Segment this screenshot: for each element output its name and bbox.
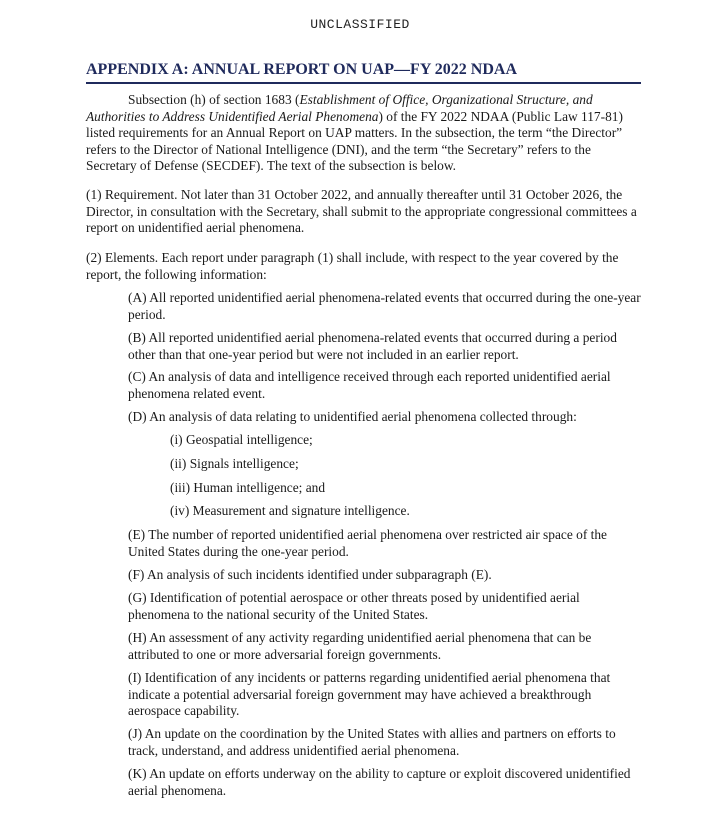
intro-italic-title: Establishment of Office, Organizational Structure, and Authorities to Address Unidentified Aerial Phenomena [86, 92, 593, 124]
intro-text-start: Subsection (h) of section 1683 ( [128, 92, 300, 107]
list-subitem-d-iv: (iv) Measurement and signature intelligence. [170, 503, 410, 518]
list-item-f: (F) An analysis of such incidents identified under subparagraph (E). [128, 567, 492, 582]
intro-paragraph [86, 92, 642, 175]
classification-marking: UNCLASSIFIED [310, 17, 410, 32]
list-item-a: (A) All reported unidentified aerial phenomena-related events that occurred during the one-year period. [128, 290, 641, 322]
list-item-d: (D) An analysis of data relating to unidentified aerial phenomena collected through: [128, 409, 577, 424]
list-item-k: (K) An update on efforts underway on the ability to capture or exploit discovered unidentified aerial phenomena. [128, 766, 631, 798]
list-item-j: (J) An update on the coordination by the United States with allies and partners on efforts to track, understand, and address unidentified aerial phenomena. [128, 726, 616, 758]
list-item-c: (C) An analysis of data and intelligence received through each reported unidentified aerial phenomena related event. [128, 369, 611, 401]
list-subitem-d-ii: (ii) Signals intelligence; [170, 456, 299, 471]
list-item-g: (G) Identification of potential aerospace or other threats posed by unidentified aerial phenomena to the national security of the United States. [128, 590, 580, 622]
elements-paragraph: (2) Elements. Each report under paragraph (1) shall include, with respect to the year covered by the report, the following information: [86, 250, 619, 282]
list-subitem-d-iii: (iii) Human intelligence; and [170, 480, 326, 495]
list-item-i: (I) Identification of any incidents or patterns regarding unidentified aerial phenomena that indicate a potential adversarial foreign government may have achieved a breakthrough aerospace capability. [128, 670, 611, 718]
intro-text-end: ) of the FY 2022 NDAA (Public Law 117-81) listed requirements for an Annual Report on UAP matters. In the subsection, the term “the Director” refers to the Director of National Intelligence (DNI), and the term “the Secretary” refers to the Secretary of Defense (SECDEF). The text of the subsection is below. [86, 108, 623, 173]
list-item-e: (E) The number of reported unidentified aerial phenomena over restricted air space of the United States during the one-year period. [128, 527, 608, 559]
requirement-paragraph: (1) Requirement. Not later than 31 October 2022, and annually thereafter until 31 October 2026, the Director, in consultation with the Secretary, shall submit to the appropriate congressional committees a report on unidentified aerial phenomena. [86, 187, 637, 235]
appendix-title: APPENDIX A: ANNUAL REPORT ON UAP—FY 2022 NDAA [86, 61, 641, 84]
list-item-b: (B) All reported unidentified aerial phenomena-related events that occurred during a period other than that one-year period but were not included in an earlier report. [128, 330, 617, 362]
list-item-h: (H) An assessment of any activity regarding unidentified aerial phenomena that can be attributed to one or more adversarial foreign governments. [128, 630, 592, 662]
list-subitem-d-i: (i) Geospatial intelligence; [170, 432, 313, 447]
